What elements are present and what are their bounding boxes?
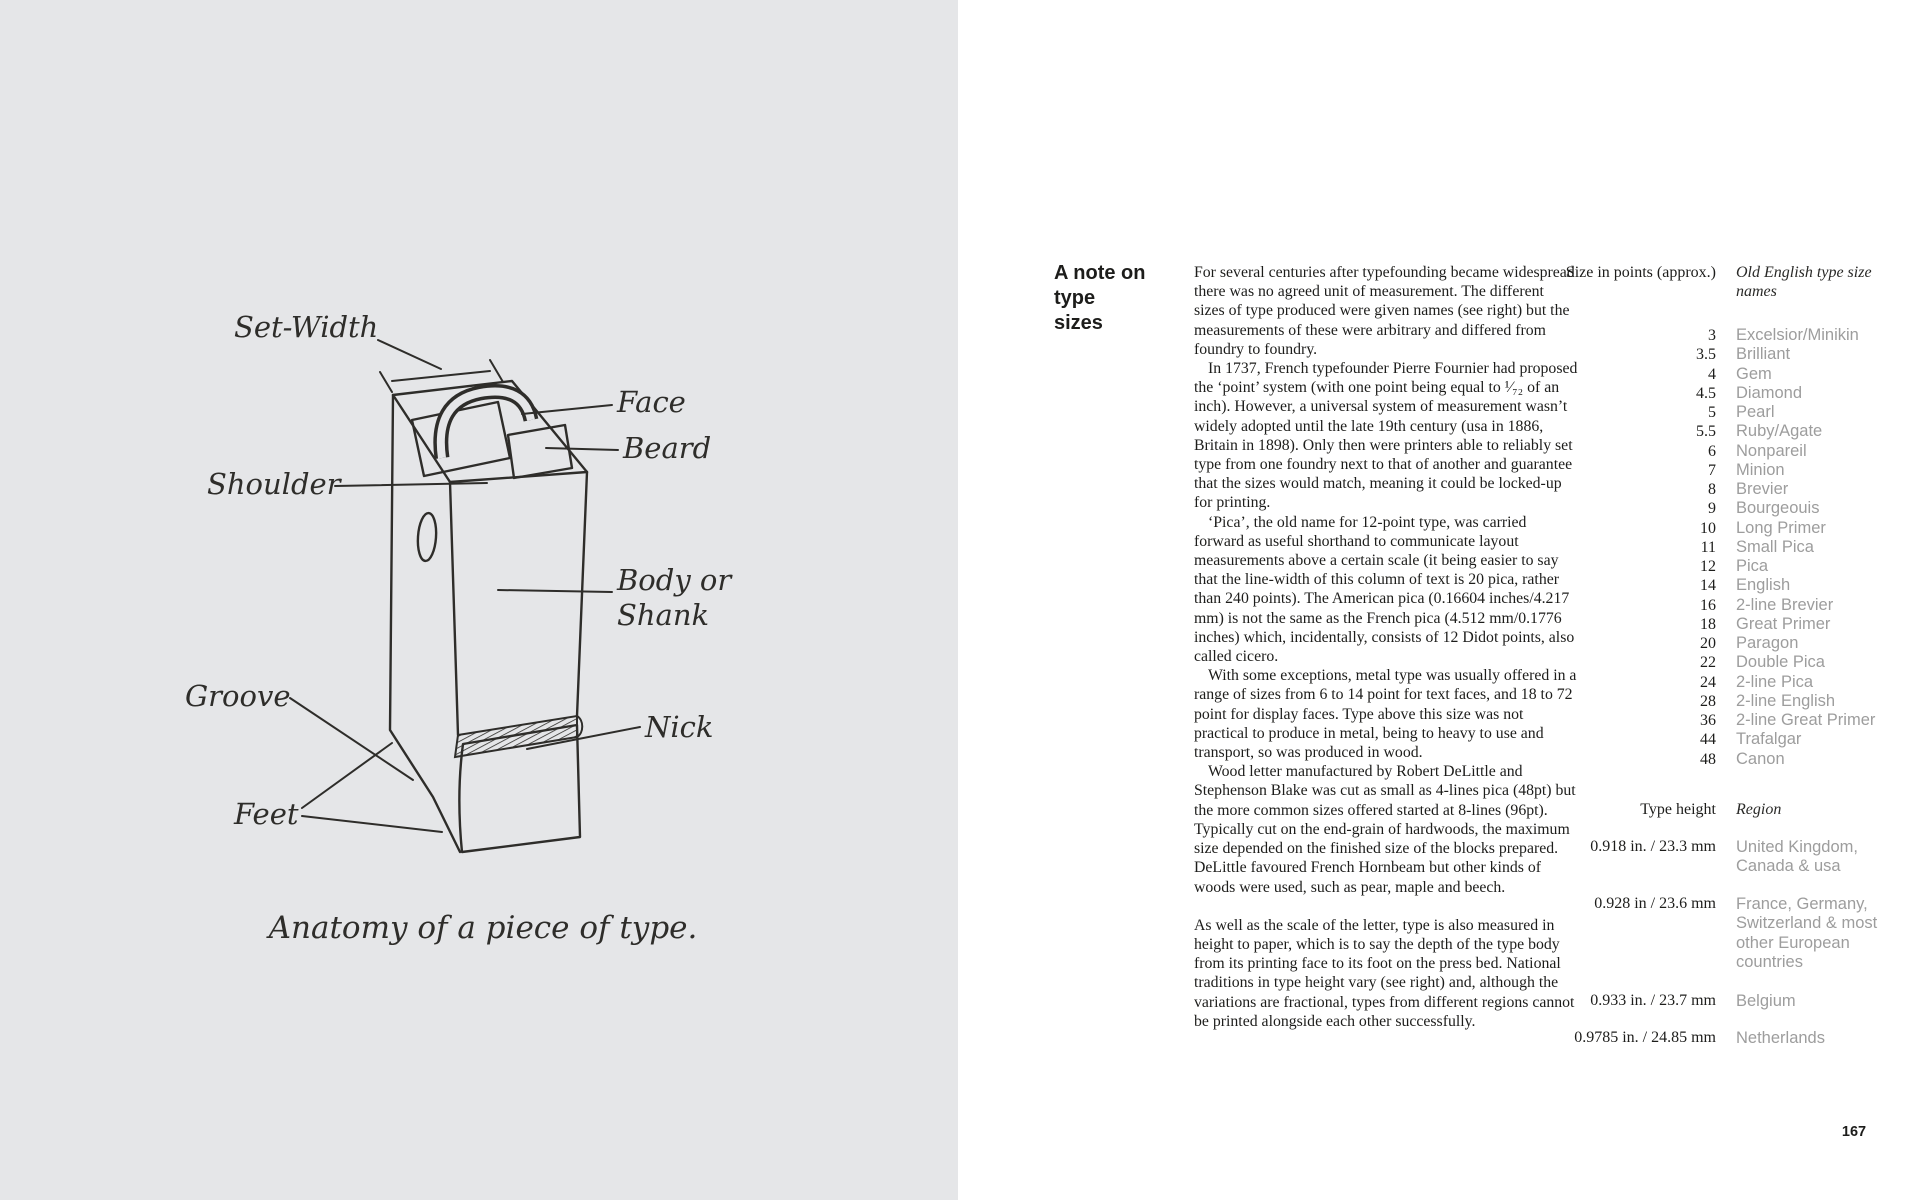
size-name: Minion [1736, 460, 1785, 479]
size-points: 4.5 [1696, 384, 1716, 402]
size-points: 12 [1700, 558, 1716, 575]
article-column [1194, 263, 1578, 1031]
size-name: Brilliant [1736, 345, 1791, 364]
size-name: Canon [1736, 749, 1785, 768]
height-region: France, Germany, Switzerland & most other European countries [1736, 895, 1878, 972]
size-row [1558, 634, 1875, 653]
height-value: 0.9785 in. / 24.85 mm [1574, 1029, 1716, 1046]
size-points: 5 [1708, 404, 1716, 421]
height-value: 0.928 in / 23.6 mm [1594, 895, 1716, 912]
size-row [1558, 711, 1875, 730]
left-page [0, 0, 958, 1200]
size-row [1558, 499, 1875, 518]
size-row [1558, 403, 1875, 422]
size-table-header-points: Size in points (approx.) [1565, 264, 1716, 281]
size-name: Ruby/Agate [1736, 422, 1823, 441]
size-points: 18 [1700, 615, 1716, 633]
height-region: Belgium [1736, 992, 1796, 1010]
size-row [1558, 557, 1875, 576]
leader-lines [290, 340, 640, 832]
size-row [1558, 615, 1875, 634]
size-name: Pearl [1736, 403, 1775, 421]
size-points: 22 [1700, 654, 1716, 672]
size-table-header-names: Old English type size names [1736, 264, 1872, 300]
size-points: 36 [1700, 712, 1716, 729]
paragraph: With some exceptions, metal type was usually offered in a range of sizes from 6 to 14 point for text faces, and 18 to 72 point for display faces. Type above this size was not practical to produce in metal, being to heavy to use and transport, so was produced in wood. [1194, 667, 1577, 762]
size-points: 10 [1700, 519, 1716, 537]
size-row [1558, 730, 1875, 749]
size-points: 44 [1700, 731, 1716, 749]
label-shoulder: Shoulder [207, 467, 341, 501]
size-row [1558, 442, 1875, 461]
label-body-line1: Body or [617, 563, 732, 597]
size-row [1558, 326, 1875, 345]
type-block-drawing [390, 381, 587, 852]
size-points: 4 [1708, 365, 1716, 383]
height-table-header: Type height [1640, 801, 1716, 818]
size-row [1558, 519, 1875, 538]
size-table [1558, 326, 1875, 769]
page-number: 167 [1841, 1124, 1867, 1140]
label-nick: Nick [645, 710, 714, 744]
size-points: 3 [1708, 327, 1716, 344]
height-table-region-header: Region [1736, 801, 1782, 818]
size-name: Nonpareil [1736, 441, 1807, 460]
size-name: Trafalgar [1736, 730, 1802, 749]
nick-hatch [455, 716, 577, 757]
size-name: Gem [1736, 364, 1772, 383]
size-row [1558, 673, 1875, 692]
size-row [1558, 692, 1875, 711]
height-value: 0.933 in. / 23.7 mm [1590, 992, 1716, 1009]
size-name: 2-line Pica [1736, 672, 1814, 691]
label-set-width: Set-Width [234, 310, 379, 344]
section-sidenote: A note on type sizes [1054, 262, 1146, 334]
size-name: 2-line Great Primer [1736, 711, 1876, 729]
size-row [1558, 422, 1875, 441]
label-beard: Beard [623, 431, 712, 465]
label-body-line2: Shank [617, 598, 710, 632]
paragraph: In 1737, French typefounder Pierre Fournier had proposed the ‘point’ system (with one point being equal to ¹⁄₇₂ of an inch). However, a universal system of measurement wasn’t widely adopted until the late 19th century (usa in 1886, Britain in 1898). Only then were printers able to reliably set type from one foundry next to that of another and guarantee that the sizes would match, meaning it could be locked-up for printing. [1194, 360, 1578, 512]
size-row [1558, 538, 1875, 557]
paragraph: Wood letter manufactured by Robert DeLittle and Stephenson Blake was cut as small as 4-lines pica (48pt) but the more common sizes offered started at 8-lines (96pt). Typically cut on the end-grain of hardwoods, the maximum size depended on the finished size of the blocks prepared. DeLittle favoured French Hornbeam but other kinds of woods were used, such as pear, maple and beech. [1194, 763, 1576, 896]
paragraph: ‘Pica’, the old name for 12-point type, was carried forward as useful shorthand to communicate layout measurements above a certain scale (it being easier to say that the line-width of this column of text is 20 pica, rather than 240 points). The American pica (0.16604 inches/4.217 mm) is not the same as the French pica (4.512 mm/0.1776 inches) which, incidentally, consists of 12 Didot points, also called cicero. [1194, 513, 1575, 666]
size-row [1558, 576, 1875, 595]
height-value: 0.918 in. / 23.3 mm [1590, 838, 1716, 855]
size-name: Bourgeouis [1736, 499, 1820, 518]
size-row [1558, 365, 1875, 384]
height-region: Netherlands [1736, 1029, 1825, 1047]
size-row [1558, 345, 1875, 364]
size-row [1558, 461, 1875, 480]
size-points: 14 [1700, 577, 1716, 595]
size-name: 2-line English [1736, 691, 1836, 710]
type-anatomy-diagram [150, 90, 770, 970]
size-name: Double Pica [1736, 653, 1825, 672]
size-name: Brevier [1736, 480, 1789, 498]
size-points: 11 [1700, 538, 1716, 556]
size-points: 16 [1700, 596, 1716, 614]
size-points: 8 [1708, 481, 1716, 498]
label-groove: Groove [185, 679, 291, 713]
size-name: Paragon [1736, 634, 1799, 652]
label-face: Face [617, 385, 686, 419]
size-points: 7 [1708, 461, 1716, 479]
diagram-caption: Anatomy of a piece of type. [268, 910, 698, 946]
paragraph: For several centuries after typefounding became widespread there was no agreed unit of measurement. The different sizes of type produced were given names (see right) but the measurements of these were arbitrary and differed from foundry to foundry. [1194, 264, 1575, 358]
size-name: English [1736, 576, 1791, 595]
size-name: Pica [1736, 557, 1769, 575]
size-points: 6 [1708, 442, 1716, 460]
label-feet: Feet [234, 797, 299, 831]
size-name: Small Pica [1736, 537, 1814, 556]
size-name: Great Primer [1736, 614, 1831, 633]
paragraph: As well as the scale of the letter, type is also measured in height to paper, which is to say the depth of the type body from its printing face to its foot on the press bed. National traditions in type height vary (see right) and, although the variations are fractional, types from different regions cannot be printed alongside each other successfully. [1194, 916, 1575, 1030]
size-row [1558, 384, 1875, 403]
size-points: 48 [1700, 750, 1716, 768]
size-row [1558, 653, 1875, 672]
size-row [1558, 480, 1875, 499]
size-name: Excelsior/Minikin [1736, 326, 1859, 344]
right-page [958, 0, 1920, 1200]
size-points: 24 [1700, 673, 1716, 691]
size-row [1558, 750, 1875, 769]
size-name: Diamond [1736, 383, 1803, 402]
size-points: 9 [1708, 500, 1716, 518]
size-points: 20 [1700, 635, 1716, 652]
size-row [1558, 596, 1875, 615]
size-points: 5.5 [1696, 423, 1716, 441]
size-points: 3.5 [1696, 346, 1716, 364]
size-points: 28 [1700, 692, 1716, 710]
size-name: 2-line Brevier [1736, 595, 1834, 614]
height-region: United Kingdom, Canada & usa [1736, 838, 1858, 876]
size-name: Long Primer [1736, 518, 1826, 537]
